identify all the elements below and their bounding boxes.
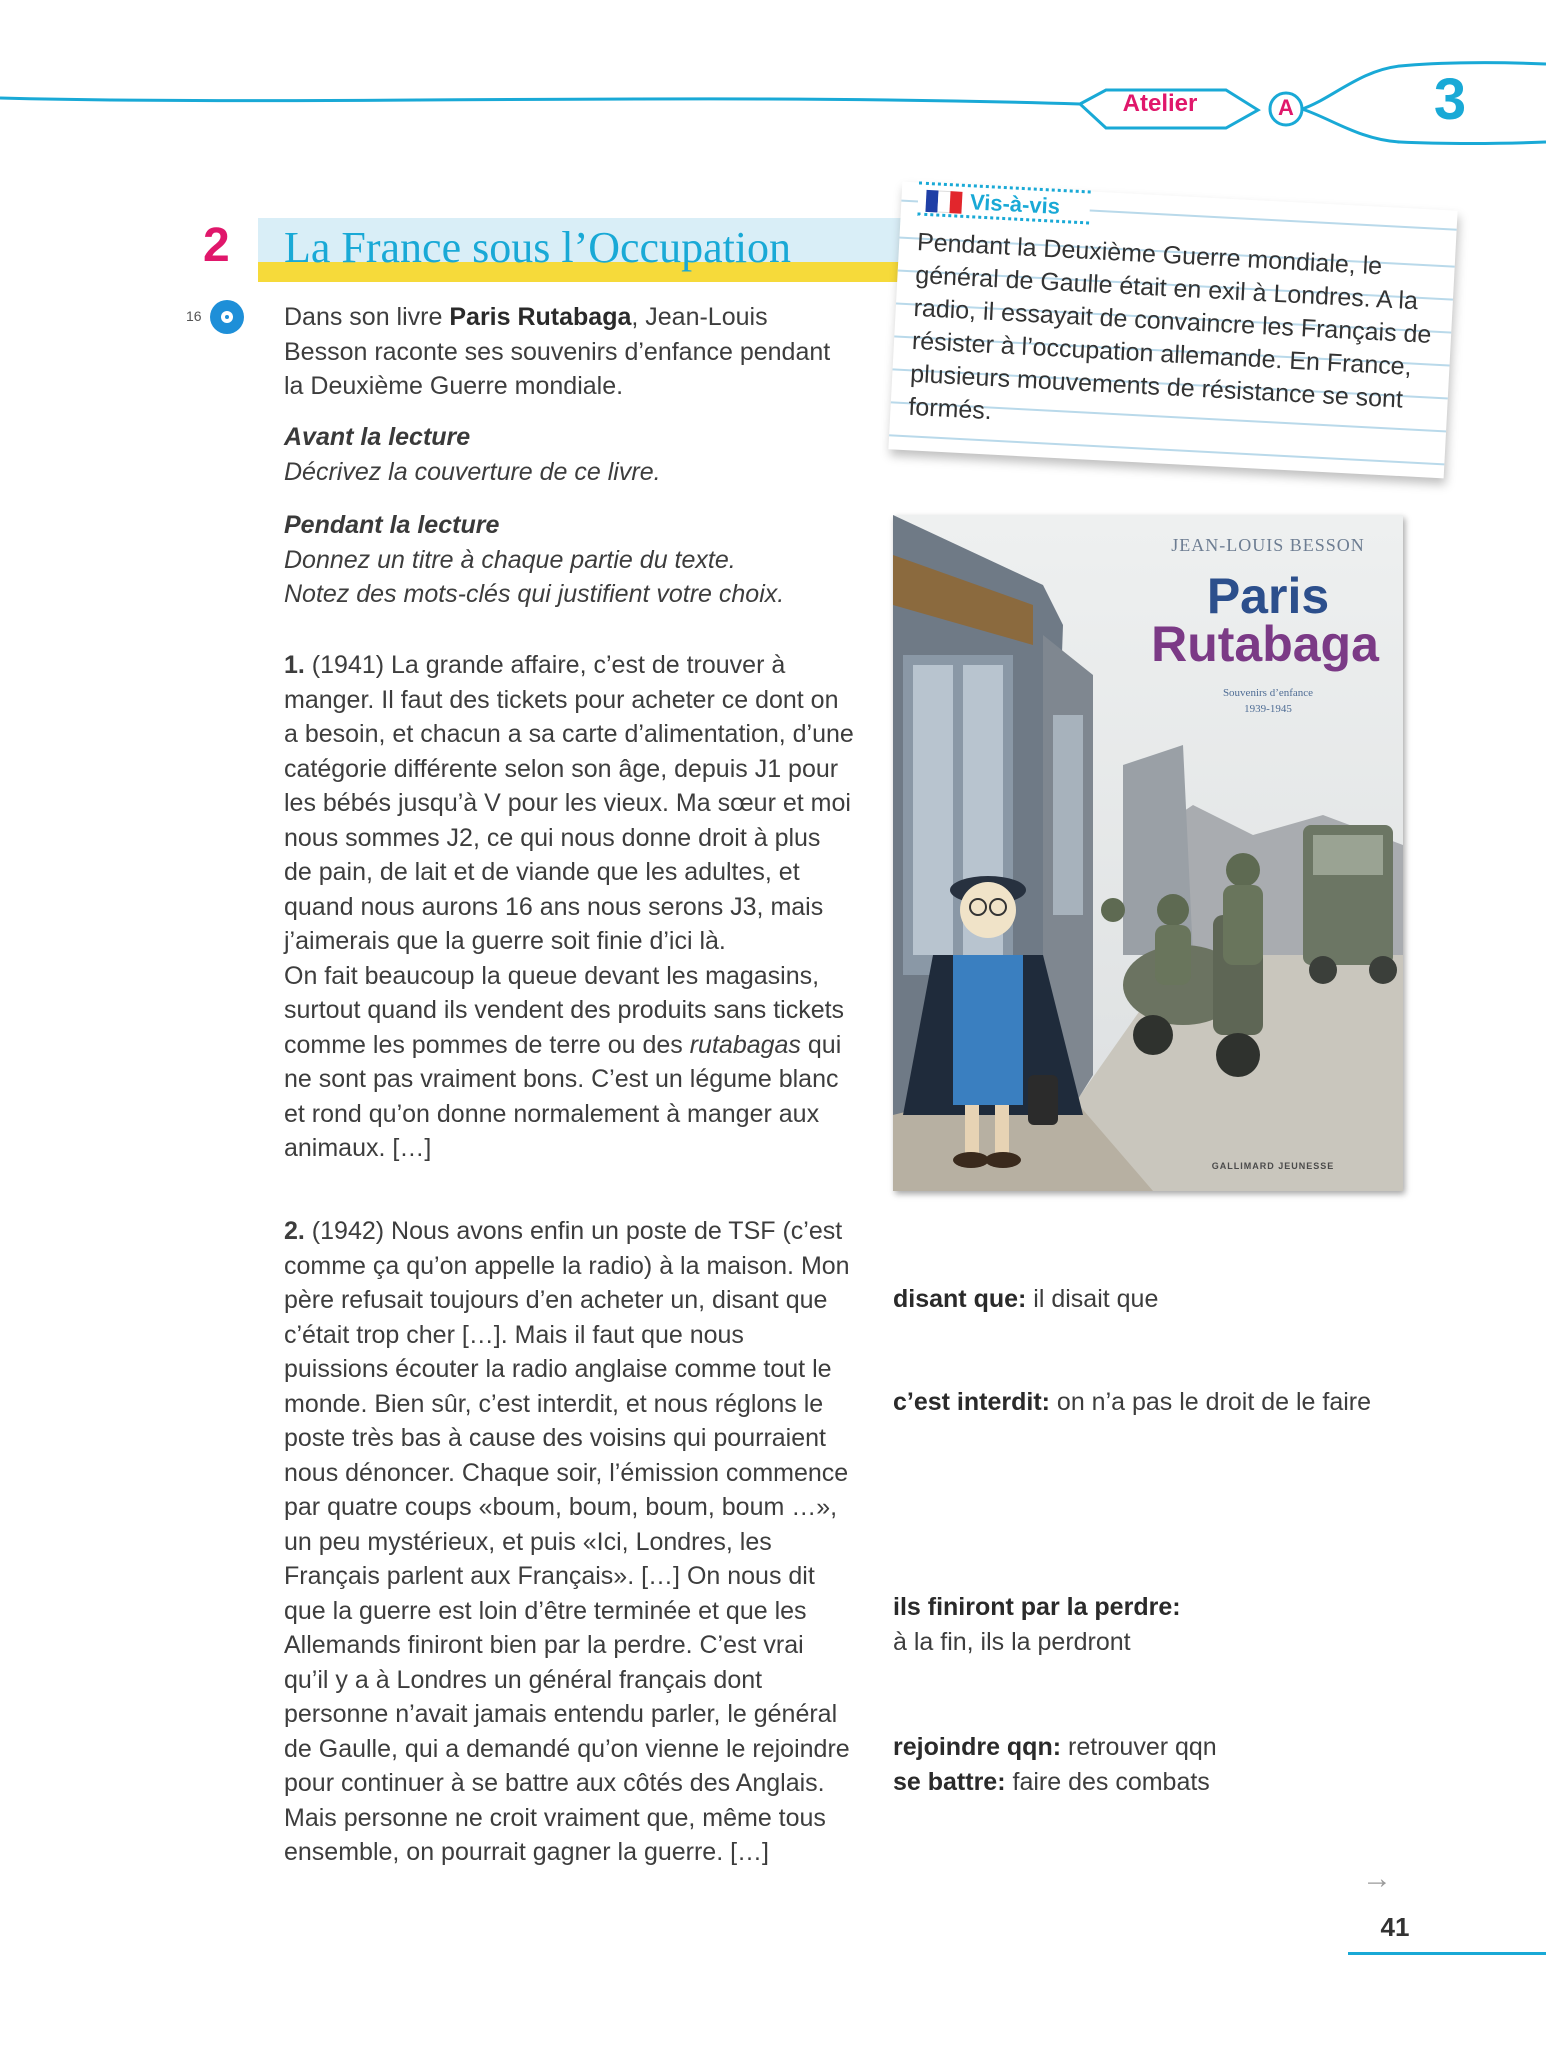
glossary-term: c’est interdit:: [893, 1388, 1050, 1416]
glossary-entry: [893, 1765, 1453, 1800]
unit-number: 3: [1433, 67, 1467, 132]
task-instruction: Donnez un titre à chaque partie du texte.: [284, 545, 736, 574]
glossary-term: ils finiront par la perdre:: [893, 1593, 1181, 1621]
book-cover: [893, 515, 1403, 1191]
glossary-definition: à la fin, ils la perdront: [893, 1627, 1131, 1656]
glossary-entry: [893, 1282, 1453, 1317]
part-number: 1.: [284, 651, 305, 679]
glossary-term: se battre:: [893, 1767, 1006, 1796]
task-instruction: Décrivez la couverture de ce livre.: [284, 457, 661, 486]
passage-part-1: [284, 648, 854, 1166]
cover-title-line1: Paris: [1206, 568, 1330, 624]
page-rule: [1348, 1952, 1546, 1955]
visavis-label: Vis-à-vis: [969, 189, 1061, 219]
passage-text: (1942) Nous avons enfin un poste de TSF (c’est comme ça qu’on appelle la radio) à la maison. Mon père refusait toujours d’en acheter un, disant que c’était trop cher […]. Mais il faut que nous puissions écouter la radio anglaise comme tout le monde. Bien sûr, c’est interdit, et nous réglons le poste très bas à cause des voisins qui pourraient nous dénoncer. Chaque soir, l’émission commence par quatre coups «boum, boum, boum, boum …», un peu mystérieux, et puis «Ici, Londres, les Français parlent aux Français». […] On nous dit que la guerre est loin d’être terminée et que les Allemands finiront bien par la perdre. C’est vrai qu’il y a à Londres un général français dont personne n’avait jamais entendu parler, le général de Gaulle, qui a demandé qu’on vienne le rejoindre pour continuer à se battre aux côtés des Anglais. Mais personne ne croit vraiment que, même tous ensemble, on pourrait gagner la guerre. […]: [284, 1217, 850, 1866]
task-heading: Pendant la lecture: [284, 511, 500, 539]
french-flag-icon: [925, 190, 962, 214]
task-before-reading: [284, 420, 854, 489]
glossary-entry: [893, 1590, 1453, 1659]
glossary-definition: on n’a pas le droit de le faire: [1049, 1388, 1372, 1416]
task-heading: Avant la lecture: [284, 423, 471, 451]
intro-text-after: , Jean-Louis Besson raconte ses souvenirs d’enfance pendant la Deuxième Guerre mondiale.: [284, 303, 831, 400]
glossary-entry: [893, 1385, 1453, 1420]
page-number: 41: [1380, 1912, 1410, 1942]
passage-paragraph: [284, 648, 854, 959]
glossary-entries: [893, 1730, 1453, 1799]
atelier-label: Atelier: [1122, 90, 1198, 117]
glossary-entry: [893, 1730, 1453, 1765]
cover-publisher: GALLIMARD JEUNESSE: [1211, 1161, 1335, 1171]
header-ribbon: [0, 0, 1546, 160]
next-page-arrow-icon[interactable]: →: [1362, 1862, 1392, 1895]
glossary-term: disant que:: [893, 1285, 1027, 1313]
section-title: La France sous l’Occupation: [284, 223, 792, 272]
intro-text-before: Dans son livre: [284, 303, 450, 331]
glossary-definition: il disait que: [1026, 1285, 1159, 1313]
passage-part-2: [284, 1214, 854, 1870]
passage-text: On fait beaucoup la queue devant les magasins, surtout quand ils vendent des produits sans tickets comme les pommes de terre ou des: [284, 961, 845, 1059]
atelier-letter: A: [1278, 95, 1294, 120]
audio-track-number: 16: [186, 308, 202, 324]
glossary-definition: retrouver qqn: [1061, 1733, 1217, 1761]
passage-paragraph: [284, 959, 854, 1166]
section-number: 2: [203, 219, 230, 272]
glossary-term: rejoindre qqn:: [893, 1733, 1062, 1761]
task-instruction: Notez des mots-clés qui justifient votre choix.: [284, 580, 785, 608]
task-during-reading: [284, 508, 854, 612]
cd-icon[interactable]: [210, 300, 244, 334]
passage-text: qui ne sont pas vraiment bons. C’est un légume blanc et rond qu’on donne normalement à manger aux animaux. […]: [284, 1030, 842, 1162]
intro-paragraph: [284, 300, 854, 404]
part-number: 2.: [284, 1217, 305, 1245]
cover-subtitle: Souvenirs d’enfance: [1222, 687, 1314, 699]
book-title: Paris Rutabaga: [449, 303, 632, 331]
passage-text: (1941) La grande affaire, c’est de trouver à manger. Il faut des tickets pour acheter ce dont on a besoin, et chacun a sa carte d’alimentation, d’une catégorie différente selon son âge, depuis J1 pour les bébés jusqu’à V pour les vieux. Ma sœur et moi nous sommes J2, ce qui nous donne droit à plus de pain, de lait et de viande que les adultes, et quand nous aurons 16 ans nous serons J3, mais j’aimerais que la guerre soit finie d’ici là.: [284, 651, 854, 955]
glossary-definition: faire des combats: [1005, 1767, 1210, 1796]
passage-italic-word: rutabagas: [689, 1030, 801, 1059]
visavis-text: Pendant la Deuxième Guerre mondiale, le général de Gaulle était en exil à Londres. A la radio, il essayait de convaincre les Français de résister à l’occupation allemande. En France, plusieurs mouvements de résistance se sont formés.: [907, 227, 1433, 426]
cover-dates: 1939-1945: [1244, 703, 1292, 715]
cover-author: JEAN-LOUIS BESSON: [1171, 535, 1365, 555]
cover-title-line2: Rutabaga: [1151, 616, 1379, 672]
